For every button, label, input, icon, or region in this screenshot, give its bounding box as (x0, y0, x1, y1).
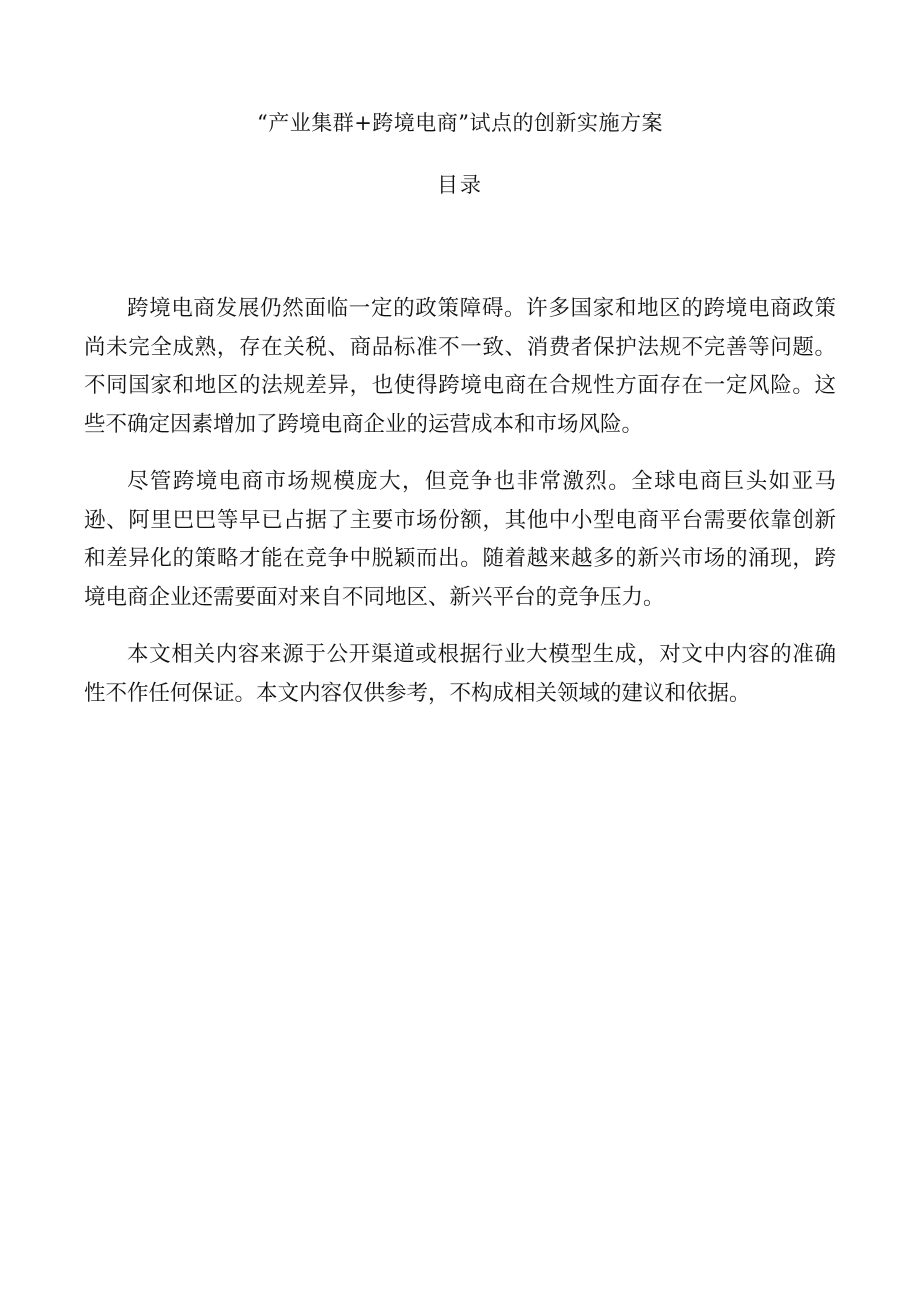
document-title: “产业集群+跨境电商”试点的创新实施方案 (256, 111, 664, 135)
document-body (84, 290, 836, 732)
paragraph-policy-barriers: 跨境电商发展仍然面临一定的政策障碍。许多国家和地区的跨境电商政策尚未完全成熟，存在关税、商品标准不一致、消费者保护法规不完善等问题。不同国家和地区的法规差异，也使得跨境电商在合规性方面存在一定风险。这些不确定因素增加了跨境电商企业的运营成本和市场风险。 (84, 296, 836, 437)
paragraph-competition: 尽管跨境电商市场规模庞大，但竞争也非常激烈。全球电商巨头如亚马逊、阿里巴巴等早已占据了主要市场份额，其他中小型电商平台需要依靠创新和差异化的策略才能在竞争中脱颖而出。随着越来越多的新兴市场的涌现，跨境电商企业还需要面对来自不同地区、新兴平台的竞争压力。 (84, 469, 836, 610)
paragraph-disclaimer: 本文相关内容来源于公开渠道或根据行业大模型生成，对文中内容的准确性不作任何保证。本文内容仅供参考，不构成相关领域的建议和依据。 (84, 642, 836, 706)
toc-heading: 目录 (437, 173, 483, 197)
